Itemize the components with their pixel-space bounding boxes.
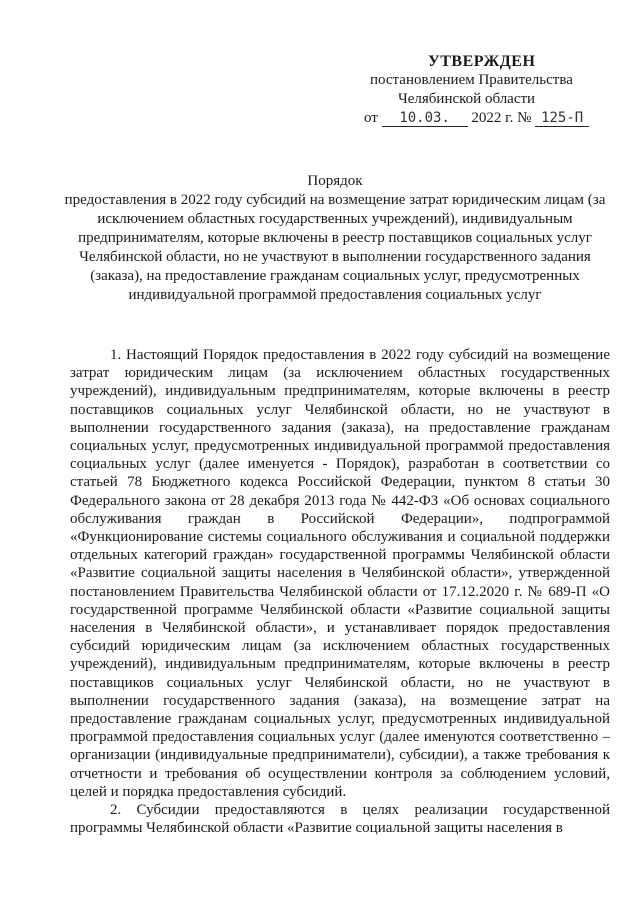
paragraph-1: 1. Настоящий Порядок предоставления в 2022 году субсидий на возмещение затрат юридическим лицам (за исключением областных государственных учреждений), индивидуальным предпринимателям, которые включены в реестр поставщиков социальных услуг Челябинской области, но не участвуют в выполнении государственного задания (заказа), на предоставление гражданам социальных услуг, предусмотренных индивидуальной программой предоставления социальных услуг (далее именуется - Порядок), разработан в соответствии со статьей 78 Бюджетного кодекса Российской Федерации, пунктом 8 статьи 30 Федерального закона от 28 декабря 2013 года № 442-ФЗ «Об основах социального обслуживания граждан в Российской Федерации», подпрограммой «Функционирование системы социального обслуживания и социальной поддержки отдельных категорий граждан» государственной программы Челябинской области «Развитие социальной защиты населения в Челябинской области», утвержденной постановлением Правительства Челябинской области от 17.12.2020 г. № 689-П «О государственной программе Челябинской области «Развитие социальной защиты населения в Челябинской области», и устанавливает порядок предоставления субсидий юридическим лицам (за исключением областных государственных учреждений), индивидуальным предпринимателям, которые включены в реестр поставщиков социальных услуг Челябинской области, но не участвуют в выполнении государственного задания (заказа), на возмещение затрат на предоставление гражданам социальных услуг, предусмотренных индивидуальной программой предоставления социальных услуг (далее именуются соответственно – организации (индивидуальные предприниматели), субсидии), а также требования к отчетности и требования об осуществлении контроля за соблюдением условий, целей и порядка предоставления субсидий. <box>70 347 610 800</box>
document-heading <box>60 172 610 305</box>
approval-date-line <box>364 109 610 128</box>
heading-title: Порядок <box>307 173 363 189</box>
approval-date-handwritten: 10.03. <box>382 110 468 127</box>
paragraph-2: 2. Субсидии предоставляются в целях реализации государственной программы Челябинской области «Развитие социальной защиты населения в <box>70 802 610 837</box>
approval-title: УТВЕРЖДЕН <box>428 53 536 70</box>
approval-prefix: от <box>364 110 378 126</box>
approval-stamp-block <box>360 52 610 128</box>
approval-region: Челябинской области <box>398 91 536 107</box>
document-body <box>70 346 610 837</box>
approval-number-handwritten: 125-П <box>535 110 589 127</box>
approval-authority: постановлением Правительства <box>370 72 573 88</box>
heading-subtitle: предоставления в 2022 году субсидий на возмещение затрат юридическим лицам (за исключением областных государственных учреждений), индивидуальным предпринимателям, которые включены в реестр поставщиков социальных услуг Челябинской области, но не участвуют в выполнении государственного задания (заказа), на предоставление гражданам социальных услуг, предусмотренных индивидуальной программой предоставления социальных услуг <box>64 192 606 303</box>
approval-year: 2022 г. № <box>471 110 532 126</box>
